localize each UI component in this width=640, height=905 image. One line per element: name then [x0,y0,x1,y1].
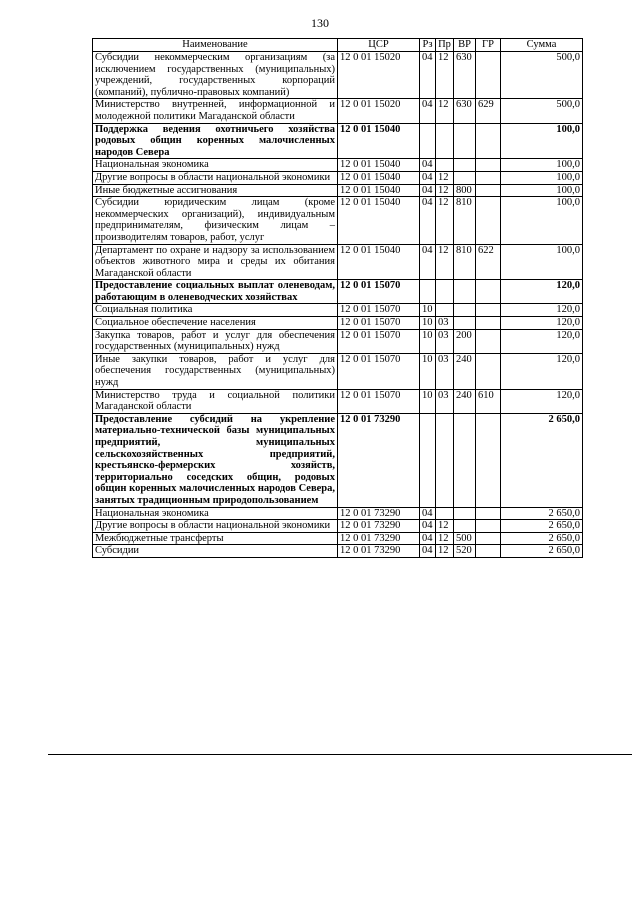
table-row [93,329,583,353]
table-row [93,52,583,99]
cell-vr [454,123,476,159]
table-row [93,353,583,389]
cell-csr: 12 0 01 73290 [338,507,420,520]
cell-rz: 04 [420,545,436,558]
cell-gr [476,507,501,520]
cell-name: Предоставление социальных выплат оленеводам, работающим в оленеводческих хозяйствах [93,280,338,304]
cell-gr [476,159,501,172]
cell-vr: 500 [454,532,476,545]
page-number: 130 [311,16,329,30]
cell-sum: 2 650,0 [501,545,583,558]
cell-name: Другие вопросы в области национальной экономики [93,520,338,533]
cell-sum: 500,0 [501,99,583,123]
cell-csr: 12 0 01 15040 [338,244,420,280]
cell-pr: 03 [436,329,454,353]
cell-rz: 04 [420,244,436,280]
cell-pr [436,507,454,520]
cell-rz [420,123,436,159]
header-pr: Пр [436,39,454,52]
table-row [93,545,583,558]
cell-pr [436,123,454,159]
cell-csr: 12 0 01 15070 [338,353,420,389]
cell-name: Субсидии [93,545,338,558]
cell-sum: 120,0 [501,304,583,317]
header-gr: ГР [476,39,501,52]
footer-rule [48,754,632,755]
cell-rz: 04 [420,197,436,244]
cell-vr [454,304,476,317]
table-row [93,159,583,172]
cell-csr: 12 0 01 73290 [338,413,420,507]
header-name: Наименование [93,39,338,52]
table-row [93,304,583,317]
cell-pr: 12 [436,171,454,184]
cell-csr: 12 0 01 15040 [338,197,420,244]
cell-vr: 810 [454,197,476,244]
cell-sum: 120,0 [501,389,583,413]
cell-csr: 12 0 01 15040 [338,171,420,184]
cell-name: Министерство труда и социальной политики Магаданской области [93,389,338,413]
cell-csr: 12 0 01 15040 [338,123,420,159]
cell-vr [454,520,476,533]
cell-sum: 120,0 [501,329,583,353]
cell-csr: 12 0 01 15070 [338,389,420,413]
cell-csr: 12 0 01 73290 [338,520,420,533]
budget-table [92,38,583,558]
table-row [93,520,583,533]
cell-sum: 2 650,0 [501,520,583,533]
cell-vr: 630 [454,99,476,123]
cell-sum: 2 650,0 [501,413,583,507]
header-rz: Рз [420,39,436,52]
cell-rz: 04 [420,507,436,520]
cell-csr: 12 0 01 15070 [338,317,420,330]
cell-gr [476,520,501,533]
cell-vr [454,159,476,172]
cell-pr: 12 [436,520,454,533]
cell-gr [476,197,501,244]
cell-pr: 03 [436,353,454,389]
cell-pr: 12 [436,244,454,280]
cell-csr: 12 0 01 15070 [338,329,420,353]
cell-gr: 622 [476,244,501,280]
cell-gr [476,532,501,545]
cell-name: Социальная политика [93,304,338,317]
cell-name: Национальная экономика [93,507,338,520]
cell-sum: 120,0 [501,317,583,330]
table-body [93,52,583,558]
cell-rz: 10 [420,304,436,317]
cell-csr: 12 0 01 73290 [338,532,420,545]
cell-name: Субсидии некоммерческим организациям (за исключением государственных (муниципальных) учреждений, государственных корпораций (компаний), публично-правовых компаний) [93,52,338,99]
cell-gr: 610 [476,389,501,413]
cell-csr: 12 0 01 15070 [338,304,420,317]
cell-csr: 12 0 01 15040 [338,159,420,172]
cell-name: Поддержка ведения охотничьего хозяйства родовых общин коренных малочисленных народов Севера [93,123,338,159]
cell-rz: 04 [420,532,436,545]
cell-vr: 200 [454,329,476,353]
cell-pr [436,159,454,172]
cell-name: Национальная экономика [93,159,338,172]
cell-sum: 2 650,0 [501,507,583,520]
cell-name: Предоставление субсидий на укрепление материально-технической базы муниципальных предприятий, муниципальных сельскохозяйственных предприятий, крестьянско-фермерских хозяйств, территориально соседских общин, родовых общин коренных малочисленных народов Севера, занятых традиционным природопользованием [93,413,338,507]
cell-name: Межбюджетные трансферты [93,532,338,545]
table-row [93,413,583,507]
cell-vr: 800 [454,184,476,197]
cell-name: Субсидии юридическим лицам (кроме некоммерческих организаций), индивидуальным предпринимателям, физическим лицам – производителям товаров, работ, услуг [93,197,338,244]
cell-rz: 10 [420,389,436,413]
cell-vr [454,507,476,520]
cell-vr: 520 [454,545,476,558]
cell-gr [476,545,501,558]
cell-rz: 10 [420,317,436,330]
header-sum: Сумма [501,39,583,52]
cell-name: Закупка товаров, работ и услуг для обеспечения государственных (муниципальных) нужд [93,329,338,353]
cell-rz: 10 [420,329,436,353]
cell-sum: 100,0 [501,244,583,280]
cell-vr: 240 [454,353,476,389]
cell-sum: 100,0 [501,184,583,197]
cell-name: Иные закупки товаров, работ и услуг для обеспечения государственных (муниципальных) нужд [93,353,338,389]
cell-gr [476,329,501,353]
cell-gr [476,280,501,304]
table-row [93,317,583,330]
table-row [93,171,583,184]
cell-rz: 04 [420,184,436,197]
cell-sum: 100,0 [501,159,583,172]
cell-pr: 03 [436,317,454,330]
cell-gr [476,171,501,184]
cell-gr [476,353,501,389]
cell-gr [476,184,501,197]
cell-gr: 629 [476,99,501,123]
cell-sum: 100,0 [501,171,583,184]
cell-csr: 12 0 01 73290 [338,545,420,558]
cell-pr [436,304,454,317]
cell-rz: 04 [420,520,436,533]
cell-vr [454,280,476,304]
cell-vr: 810 [454,244,476,280]
cell-pr [436,280,454,304]
cell-rz: 04 [420,159,436,172]
cell-name: Министерство внутренней, информационной и молодежной политики Магаданской области [93,99,338,123]
cell-pr: 12 [436,532,454,545]
table-row [93,123,583,159]
table-row [93,99,583,123]
table-row [93,389,583,413]
cell-gr [476,123,501,159]
cell-vr [454,171,476,184]
cell-name: Департамент по охране и надзору за использованием объектов животного мира и среды их обитания Магаданской области [93,244,338,280]
cell-pr: 03 [436,389,454,413]
cell-vr [454,413,476,507]
cell-sum: 120,0 [501,280,583,304]
cell-rz [420,280,436,304]
cell-sum: 2 650,0 [501,532,583,545]
table-row [93,507,583,520]
cell-pr: 12 [436,52,454,99]
cell-csr: 12 0 01 15020 [338,52,420,99]
cell-sum: 120,0 [501,353,583,389]
cell-rz: 04 [420,171,436,184]
table-row [93,244,583,280]
table-row [93,280,583,304]
cell-name: Социальное обеспечение населения [93,317,338,330]
cell-name: Другие вопросы в области национальной экономики [93,171,338,184]
cell-pr: 12 [436,197,454,244]
cell-pr [436,413,454,507]
header-csr: ЦСР [338,39,420,52]
cell-pr: 12 [436,99,454,123]
cell-vr: 630 [454,52,476,99]
cell-rz: 04 [420,52,436,99]
cell-gr [476,317,501,330]
cell-rz: 04 [420,99,436,123]
table-header-row [93,39,583,52]
cell-pr: 12 [436,184,454,197]
table-row [93,532,583,545]
cell-pr: 12 [436,545,454,558]
cell-sum: 100,0 [501,197,583,244]
table-row [93,197,583,244]
cell-gr [476,52,501,99]
cell-sum: 500,0 [501,52,583,99]
cell-csr: 12 0 01 15020 [338,99,420,123]
cell-gr [476,304,501,317]
cell-vr [454,317,476,330]
table-row [93,184,583,197]
cell-csr: 12 0 01 15040 [338,184,420,197]
cell-sum: 100,0 [501,123,583,159]
cell-name: Иные бюджетные ассигнования [93,184,338,197]
cell-rz: 10 [420,353,436,389]
cell-rz [420,413,436,507]
cell-csr: 12 0 01 15070 [338,280,420,304]
cell-gr [476,413,501,507]
cell-vr: 240 [454,389,476,413]
header-vr: ВР [454,39,476,52]
